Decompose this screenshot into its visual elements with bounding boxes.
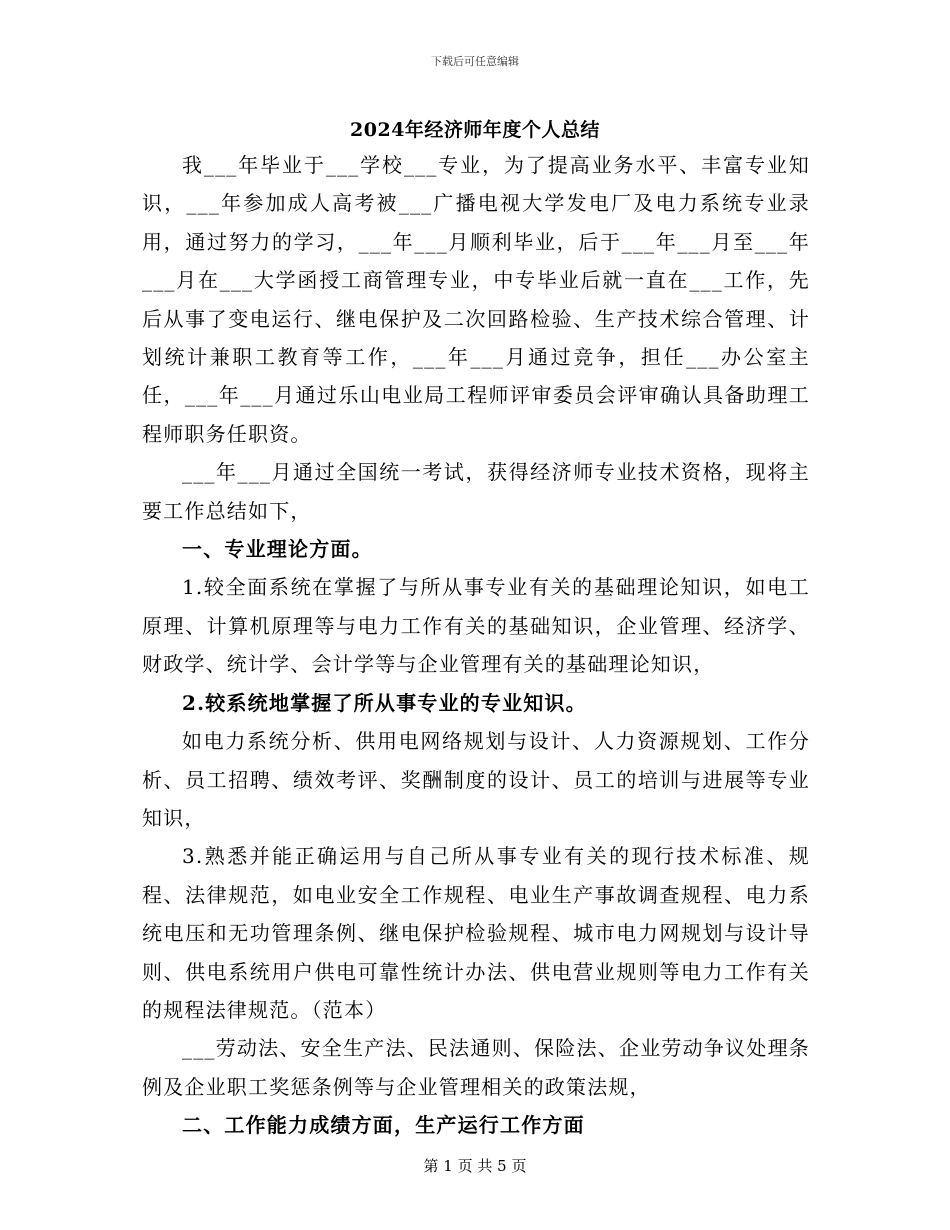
document-body <box>142 146 810 1145</box>
page-header: 下载后可任意编辑 <box>431 55 519 68</box>
section-heading-ability: 二、工作能力成绩方面，生产运行工作方面 <box>182 1113 585 1138</box>
paragraph-theory-2: 如电力系统分析、供用电网络规划与设计、人力资源规划、工作分析、员工招聘、绩效考评、奖酬制度的设计、员工的培训与进展等专业知识， <box>142 729 810 830</box>
document-title: 2024年经济师年度个人总结 <box>350 119 600 141</box>
section-heading-theory: 一、专业理论方面。 <box>182 537 373 562</box>
paragraph-regulations: ___劳动法、安全生产法、民法通则、保险法、企业劳动争议处理条例及企业职工奖惩条例等与企业管理相关的政策法规， <box>142 1036 810 1099</box>
paragraph-qualification: ___年___月通过全国统一考试，获得经济师专业技术资格，现将主要工作总结如下， <box>142 460 810 523</box>
page-footer: 第 1 页 共 5 页 <box>423 1157 527 1175</box>
paragraph-education: 我___年毕业于___学校___专业，为了提高业务水平、丰富专业知识，___年参加成人高考被___广播电视大学发电厂及电力系统专业录用，通过努力的学习，___年___月顺利毕业，后于___年___月至___年___月在___大学函授工商管理专业，中专毕业后就一直在___工作，先后从事了变电运行、继电保护及二次回路检验、生产技术综合管理、计划统计兼职工教育等工作，___年___月通过竞争，担任___办公室主任，___年___月通过乐山电业局工程师评审委员会评审确认具备助理工程师职务任职资。 <box>142 153 810 446</box>
paragraph-theory-3: 3.熟悉并能正确运用与自己所从事专业有关的现行技术标准、规程、法律规范，如电业安全工作规程、电业生产事故调查规程、电力系统电压和无功管理条例、继电保护检验规程、城市电力网规划与设计导则、供电系统用户供电可靠性统计办法、供电营业规则等电力工作有关的规程法律规范。（范本） <box>142 844 810 1022</box>
paragraph-theory-1: 1.较全面系统在掌握了与所从事专业有关的基础理论知识，如电工原理、计算机原理等与电力工作有关的基础知识，企业管理、经济学、财政学、统计学、会计学等与企业管理有关的基础理论知识， <box>142 575 810 677</box>
subheading-theory-2: 2.较系统地掌握了所从事专业的专业知识。 <box>182 690 587 715</box>
